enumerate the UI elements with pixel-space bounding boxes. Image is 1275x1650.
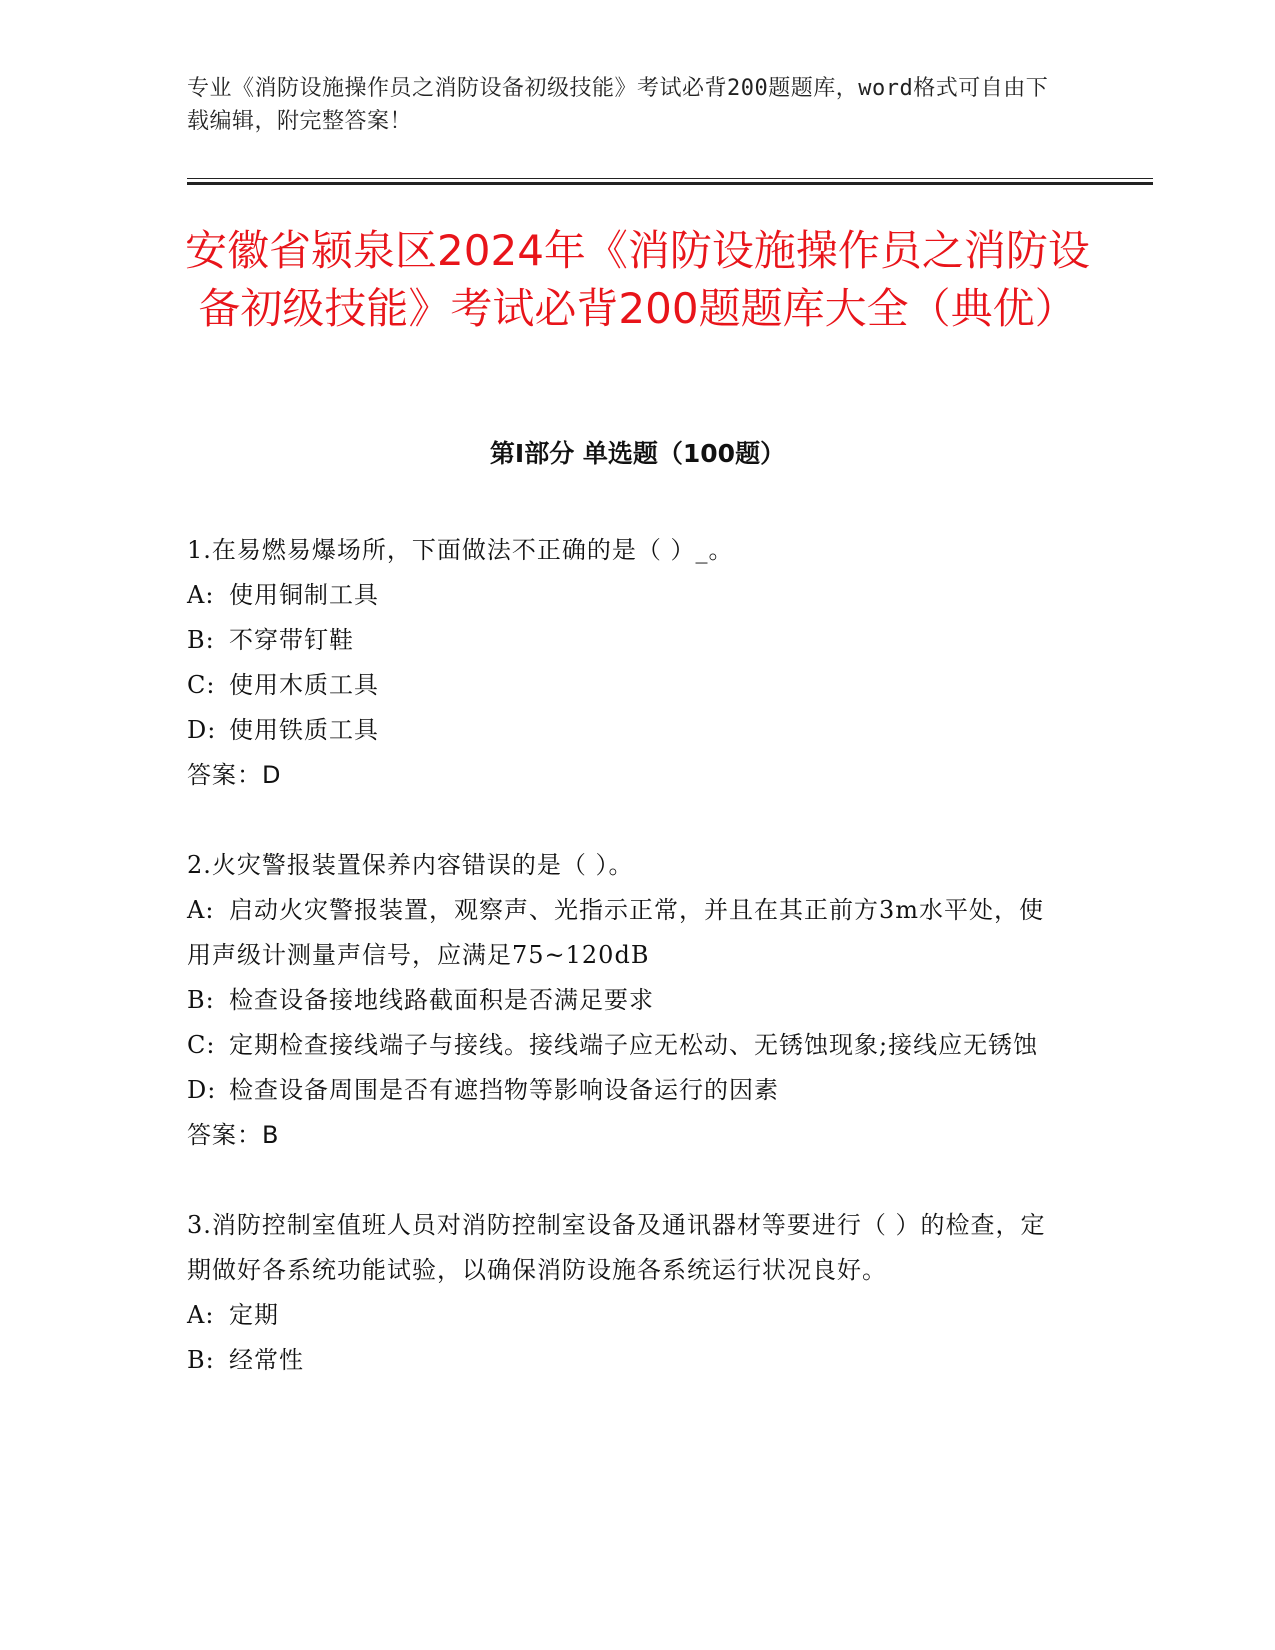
option-key: B: [187, 986, 215, 1014]
document-title: 安徽省颍泉区2024年《消防设施操作员之消防设备初级技能》考试必背200题题库大全（典优） [185, 226, 1090, 333]
question-option [187, 1068, 1067, 1113]
question-stem: 3.消防控制室值班人员对消防控制室设备及通讯器材等要进行（ ）的检查，定期做好各系统功能试验，以确保消防设施各系统运行状况良好。 [187, 1211, 1046, 1284]
option-key: C: [187, 1031, 216, 1059]
question-item [187, 528, 1067, 798]
question-item [187, 843, 1067, 1158]
option-text: 经常性 [229, 1346, 304, 1374]
option-text: 使用木质工具 [229, 671, 379, 699]
option-text: 检查设备周围是否有遮挡物等影响设备运行的因素 [229, 1076, 779, 1104]
option-text: 不穿带钉鞋 [229, 626, 354, 654]
question-option [187, 1293, 1067, 1338]
question-option [187, 573, 1067, 618]
question-answer: 答案：B [187, 1121, 280, 1149]
question-option [187, 978, 1067, 1023]
option-key: D: [187, 1076, 217, 1104]
header-divider-thin [187, 178, 1153, 179]
option-key: A: [187, 581, 215, 609]
question-option [187, 708, 1067, 753]
option-key: A: [187, 896, 215, 924]
option-text: 启动火灾警报装置，观察声、光指示正常，并且在其正前方3m水平处，使用声级计测量声信号，应满足75~120dB [187, 896, 1045, 969]
option-text: 定期 [229, 1301, 279, 1329]
header-note: 专业《消防设施操作员之消防设备初级技能》考试必背200题题库，word格式可自由下载编辑，附完整答案！ [187, 76, 1049, 134]
option-key: B: [187, 626, 215, 654]
option-key: C: [187, 671, 216, 699]
question-stem: 1.在易燃易爆场所，下面做法不正确的是（ ）_。 [187, 536, 734, 564]
option-text: 使用铁质工具 [229, 716, 379, 744]
option-key: A: [187, 1301, 215, 1329]
question-option [187, 618, 1067, 663]
option-key: B: [187, 1346, 215, 1374]
question-option [187, 1023, 1067, 1068]
option-text: 检查设备接地线路截面积是否满足要求 [229, 986, 654, 1014]
question-item [187, 1203, 1067, 1383]
option-key: D: [187, 716, 217, 744]
question-list [187, 528, 1067, 1428]
question-option [187, 663, 1067, 708]
question-option [187, 1338, 1067, 1383]
question-answer: 答案：D [187, 761, 282, 789]
question-option [187, 888, 1067, 978]
option-text: 使用铜制工具 [229, 581, 379, 609]
question-stem: 2.火灾警报装置保养内容错误的是（ ）。 [187, 851, 634, 879]
header-divider-thick [187, 182, 1153, 185]
option-text: 定期检查接线端子与接线。接线端子应无松动、无锈蚀现象;接线应无锈蚀 [229, 1031, 1039, 1059]
section-title: 第I部分 单选题（100题） [489, 439, 786, 468]
